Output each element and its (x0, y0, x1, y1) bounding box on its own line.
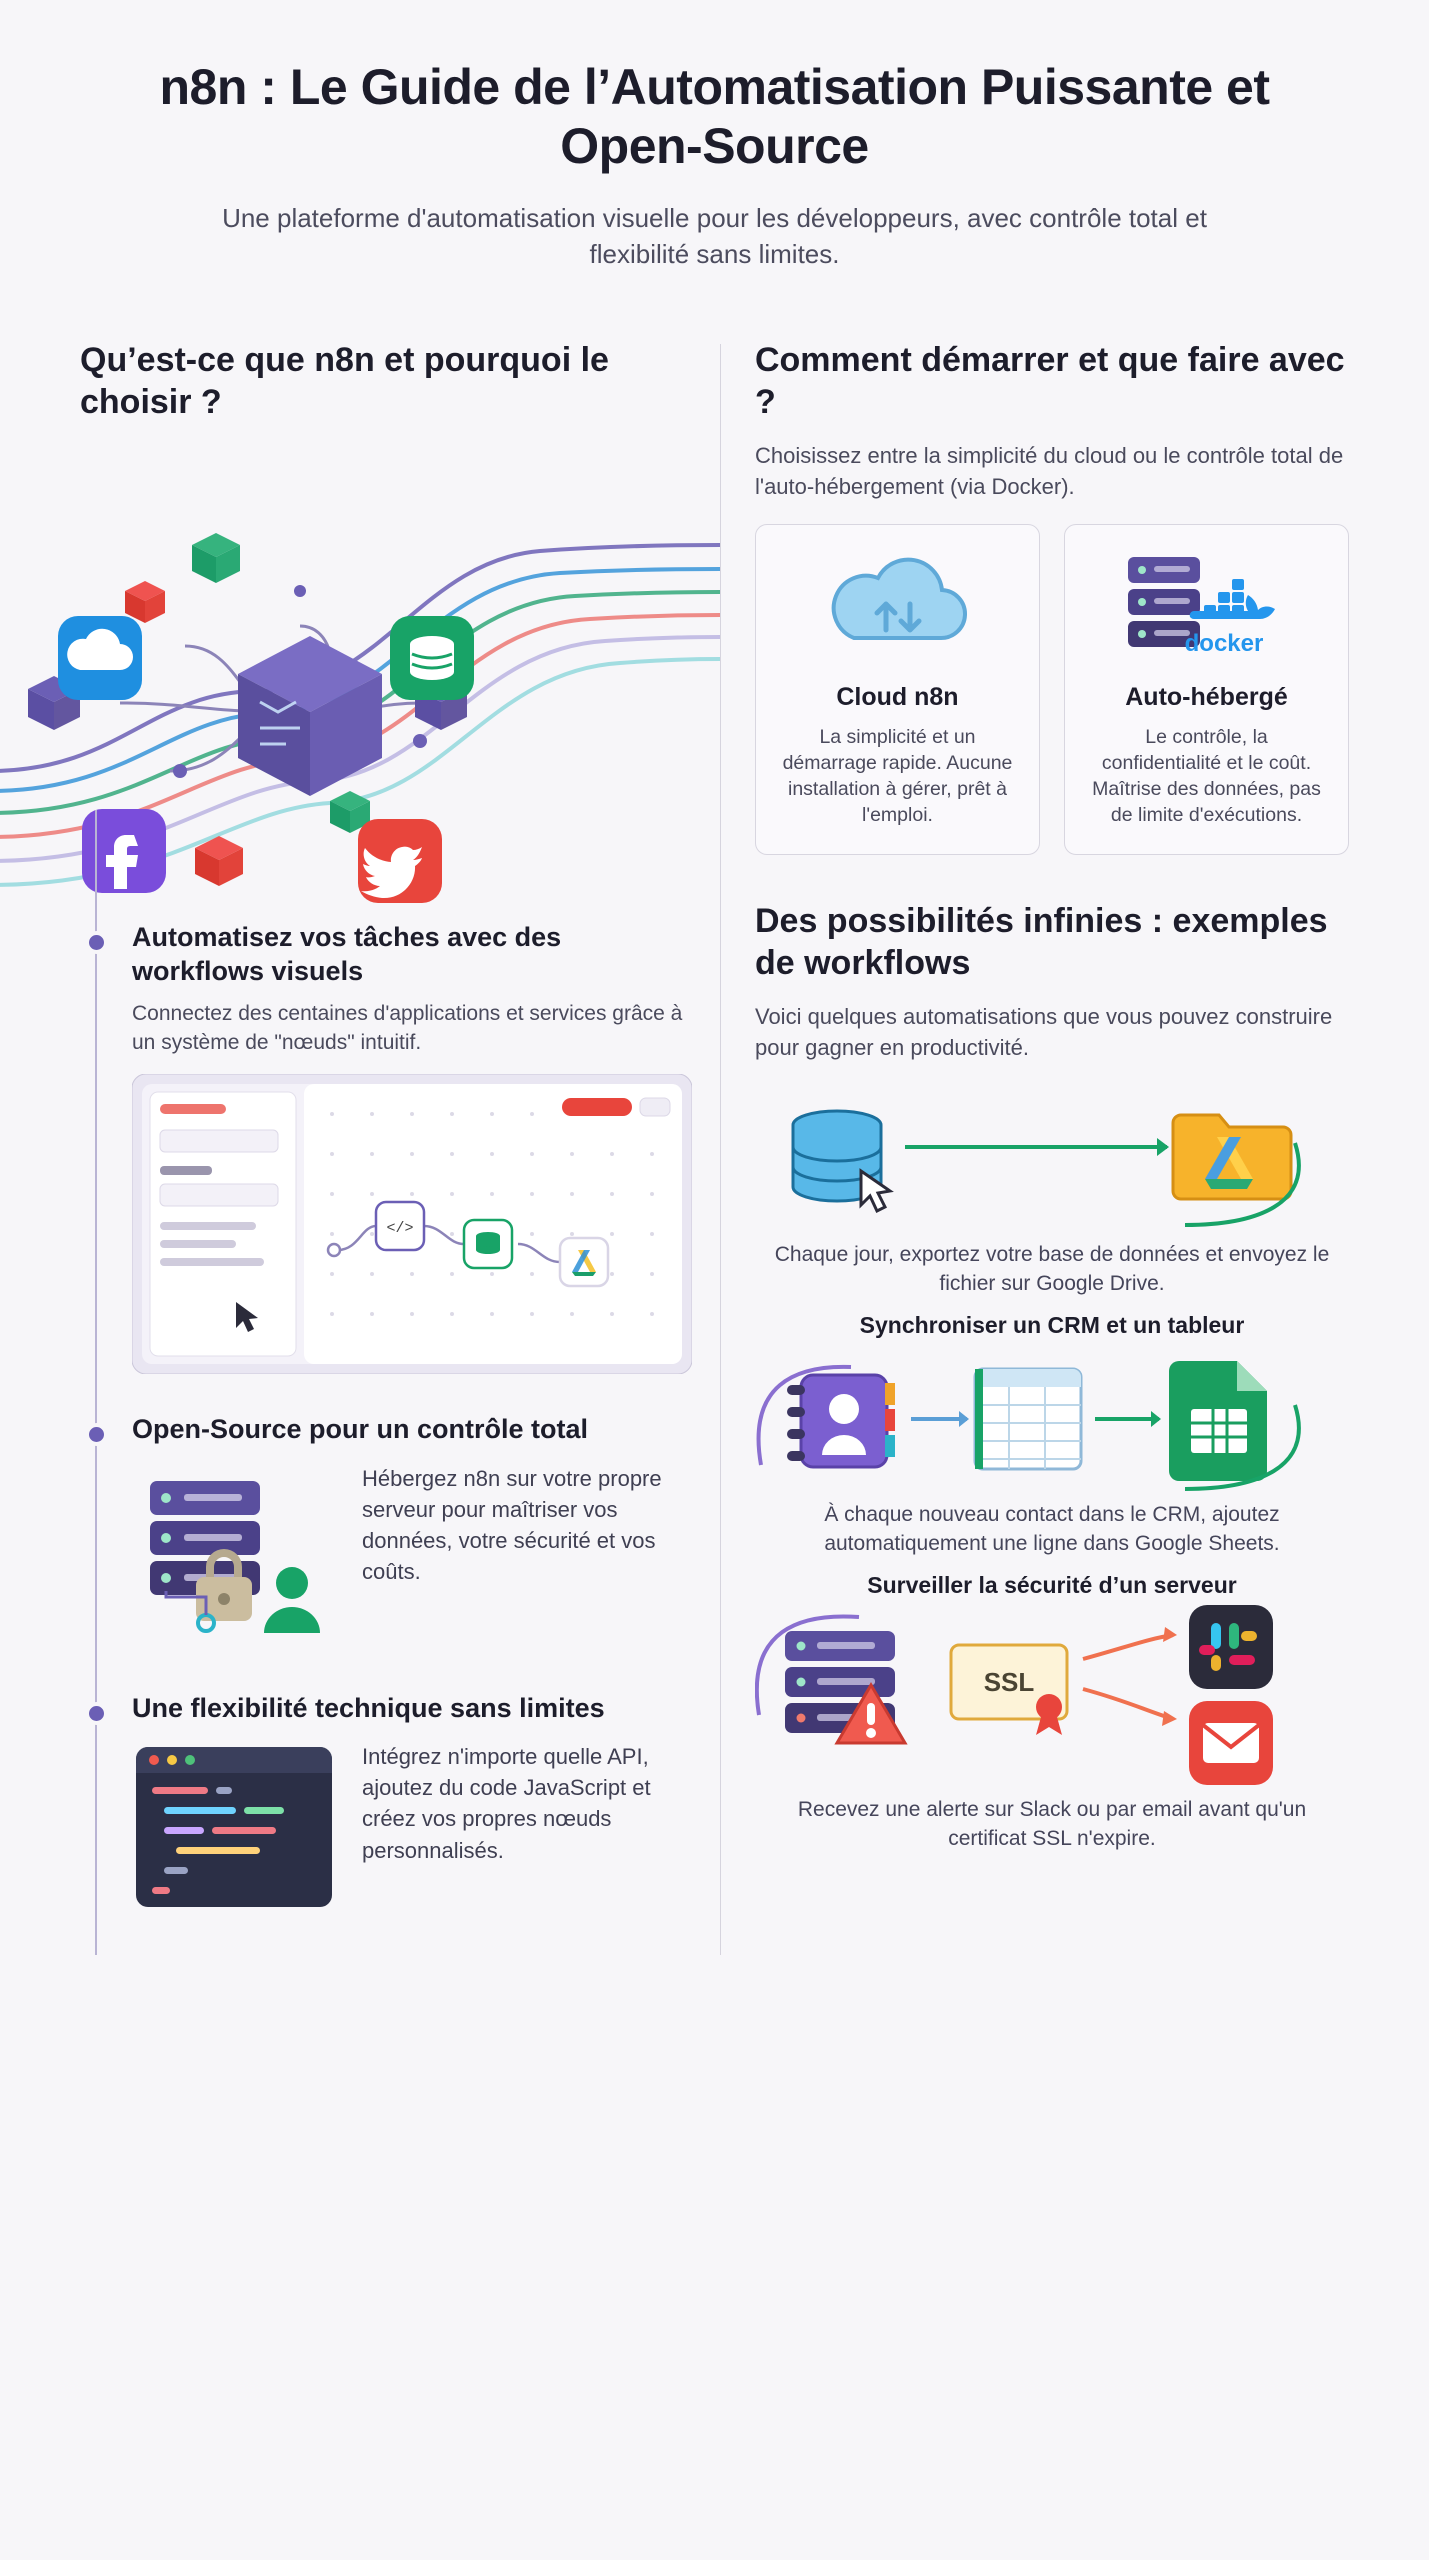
workflow-2-caption: À chaque nouveau contact dans le CRM, ajoutez automatiquement une ligne dans Google Sheets. (824, 1503, 1280, 1555)
ssl-badge-label: SSL (983, 1667, 1035, 1698)
left-item-text-3: Intégrez n'importe quelle API, ajoutez du code JavaScript et créez vos propres nœuds personnalisés. (362, 1743, 651, 1863)
server-lock-illustration (132, 1463, 342, 1658)
timeline-dot-icon (85, 1702, 108, 1725)
workflow-1-illustration (755, 1085, 1349, 1235)
workflow-1-caption: Chaque jour, exportez votre base de données et envoyez le fichier sur Google Drive. (774, 1243, 1330, 1295)
workflows-title: Des possibilités infinies : exemples de workflows (754, 902, 1328, 982)
left-column (80, 340, 720, 1955)
workflow-example-3 (755, 1572, 1349, 1853)
timeline-dot-icon (85, 931, 108, 954)
workflow-3-illustration (755, 1605, 1349, 1790)
workflow-2-illustration (755, 1345, 1349, 1495)
left-item-title-2: Open-Source pour un contrôle total (132, 1414, 589, 1445)
card-cloud-text: La simplicité et un démarrage rapide. Aucune installation à gérer, prêt à l'emploi. (782, 725, 1013, 827)
workflows-lead: Voici quelques automatisations que vous pouvez construire pour gagner en productivité. (754, 1004, 1333, 1060)
card-cloud[interactable] (755, 524, 1040, 856)
workflow-example-2 (755, 1312, 1349, 1558)
page-title: n8n : Le Guide de l’Automatisation Puissante et Open-Source (159, 59, 1270, 174)
left-section-title: Qu’est-ce que n8n et pourquoi le choisir ? (80, 341, 609, 421)
network-illustration (0, 441, 720, 921)
list-item (80, 921, 686, 1379)
list-item (80, 1413, 686, 1657)
card-self-hosted-title: Auto-hébergé (1125, 682, 1288, 711)
right-section-lead: Choisissez entre la simplicité du cloud ou le contrôle total de l'auto-hébergement (via Docker). (754, 443, 1344, 499)
list-item (80, 1692, 686, 1921)
docker-server-icon (1083, 547, 1330, 677)
editor-screenshot-mock (132, 1074, 686, 1379)
workflow-example-1 (755, 1085, 1349, 1298)
docker-brand-label: docker (1184, 629, 1263, 657)
timeline-dot-icon (85, 1423, 108, 1446)
workflow-2-title: Synchroniser un CRM et un tableur (859, 1312, 1245, 1339)
svg-text:</>: </> (386, 1220, 414, 1238)
workflow-3-caption: Recevez une alerte sur Slack ou par email avant qu'un certificat SSL n'expire. (797, 1798, 1307, 1850)
workflow-3-title: Surveiller la sécurité d’un serveur (867, 1572, 1237, 1599)
cloud-upload-icon (774, 547, 1021, 677)
left-item-text-2: Hébergez n8n sur votre propre serveur pour maîtriser vos données, votre sécurité et vos coûts. (362, 1465, 662, 1585)
right-section-title: Comment démarrer et que faire avec ? (754, 341, 1345, 421)
card-self-hosted[interactable] (1064, 524, 1349, 856)
hosting-options-cards (755, 524, 1349, 856)
code-editor-illustration (132, 1741, 342, 1921)
left-item-text-1: Connectez des centaines d'applications et services grâce à un système de "nœuds" intuitif. (132, 1002, 683, 1055)
left-item-title-3: Une flexibilité technique sans limites (132, 1692, 605, 1723)
card-self-hosted-text: Le contrôle, la confidentialité et le coût. Maîtrise des données, pas de limite d'exécutions. (1092, 725, 1321, 827)
right-column (721, 340, 1349, 1955)
content-columns (80, 340, 1349, 1955)
card-cloud-title: Cloud n8n (836, 682, 959, 711)
left-item-title-1: Automatisez vos tâches avec des workflows visuels (132, 922, 562, 986)
page-subtitle: Une plateforme d'automatisation visuelle pour les développeurs, avec contrôle total et flexibilité sans limites. (222, 203, 1207, 269)
